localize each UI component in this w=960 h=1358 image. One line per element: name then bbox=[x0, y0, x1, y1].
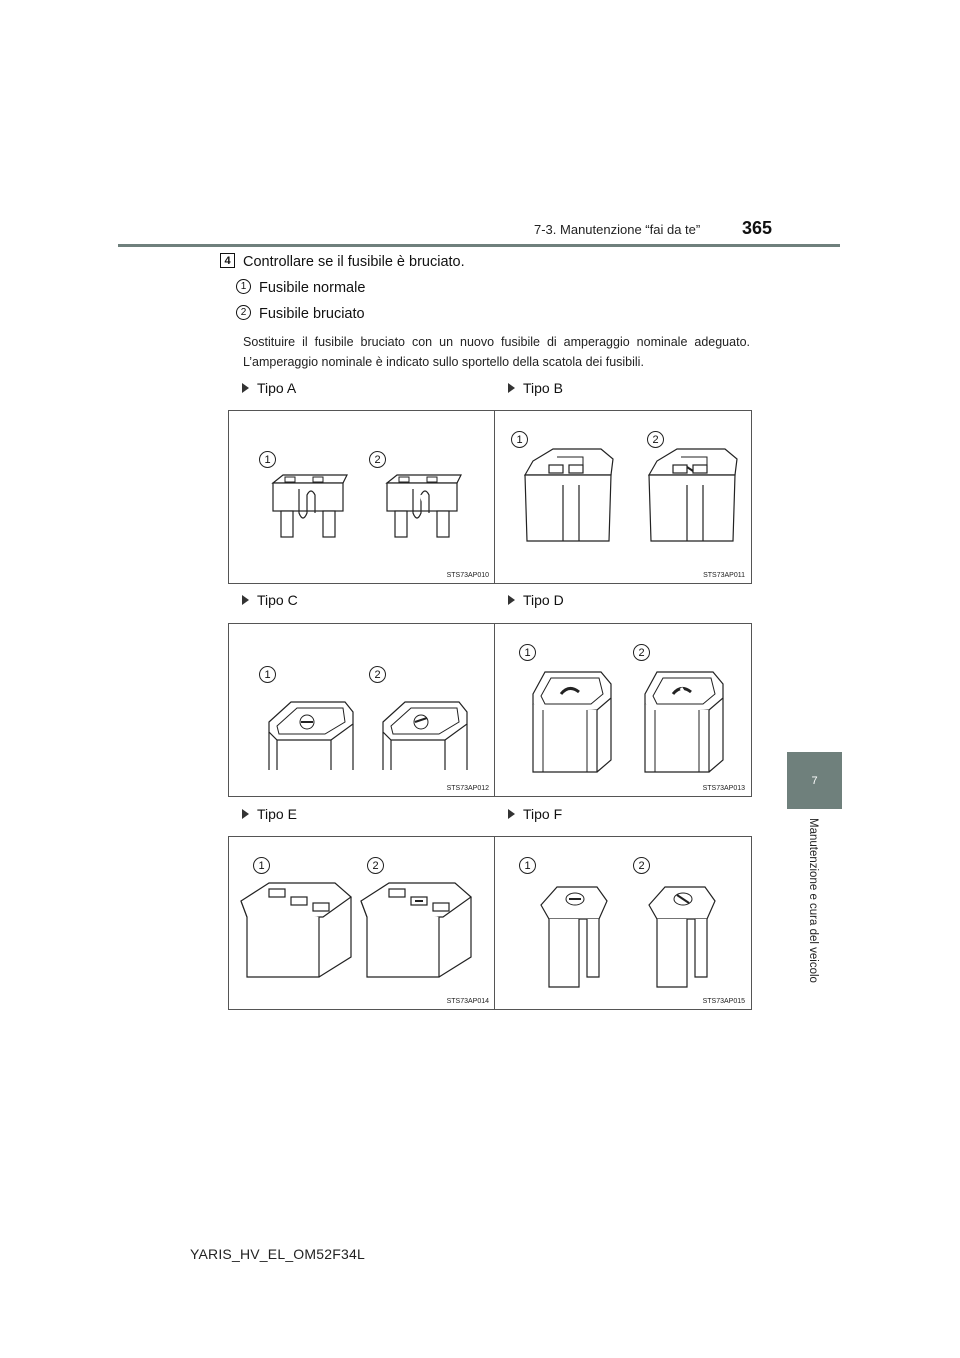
panel-marker-1: 1 bbox=[519, 857, 536, 874]
fuse-illustration-panel bbox=[494, 623, 752, 797]
fuse-illustration-panel bbox=[228, 623, 496, 797]
panel-marker-2: 2 bbox=[369, 666, 386, 683]
panel-title-1 bbox=[242, 380, 296, 396]
header-rule bbox=[118, 244, 840, 247]
fuse-illustration-panel bbox=[228, 836, 496, 1010]
fuse-normal-illustration bbox=[241, 883, 351, 977]
page-number: 365 bbox=[742, 218, 773, 238]
figure-code: STS73AP011 bbox=[703, 572, 745, 579]
arrow-right-icon bbox=[242, 595, 249, 605]
section-title: 7-3. Manutenzione “fai da te” bbox=[534, 222, 701, 237]
panel-marker-2: 2 bbox=[369, 451, 386, 468]
panel-title-4 bbox=[508, 592, 564, 608]
panel-marker-2: 2 bbox=[633, 644, 650, 661]
panel-marker-2: 2 bbox=[647, 431, 664, 448]
panel-title-text: Tipo E bbox=[257, 806, 297, 822]
fuse-illustration bbox=[229, 411, 496, 584]
arrow-right-icon bbox=[508, 383, 515, 393]
panel-marker-1: 1 bbox=[253, 857, 270, 874]
fuse-illustration-panel bbox=[494, 410, 752, 584]
panel-marker-2: 2 bbox=[633, 857, 650, 874]
panel-title-text: Tipo B bbox=[523, 380, 563, 396]
chapter-tab bbox=[787, 752, 842, 809]
fuse-blown-illustration bbox=[361, 883, 471, 977]
step-text: Controllare se il fusibile è bruciato. bbox=[243, 254, 465, 270]
panel-title-3 bbox=[242, 592, 298, 608]
item-normal-fuse: Fusibile normale bbox=[259, 280, 366, 296]
panel-title-5 bbox=[242, 806, 297, 822]
fuse-illustration-panel bbox=[494, 836, 752, 1010]
chapter-number: 7 bbox=[811, 774, 818, 787]
figure-code: STS73AP013 bbox=[702, 785, 745, 792]
fuse-blown-illustration bbox=[649, 449, 737, 541]
panel-title-text: Tipo A bbox=[257, 380, 297, 396]
panel-title-2 bbox=[508, 380, 563, 396]
fuse-normal-illustration bbox=[273, 475, 347, 537]
fuse-normal-illustration bbox=[525, 449, 613, 541]
figure-code: STS73AP010 bbox=[446, 572, 489, 579]
panel-marker-1: 1 bbox=[511, 431, 528, 448]
step-number: 4 bbox=[220, 253, 235, 268]
panel-marker-1: 1 bbox=[259, 451, 276, 468]
fuse-normal-illustration bbox=[533, 672, 611, 772]
figure-code: STS73AP015 bbox=[702, 998, 745, 1005]
marker-2: 2 bbox=[236, 305, 251, 320]
fuse-blown-illustration bbox=[383, 702, 467, 770]
arrow-right-icon bbox=[508, 595, 515, 605]
item-blown-fuse: Fusibile bruciato bbox=[259, 306, 365, 322]
fuse-blown-illustration bbox=[387, 475, 461, 537]
figure-code: STS73AP014 bbox=[446, 998, 489, 1005]
arrow-right-icon bbox=[242, 383, 249, 393]
panel-title-text: Tipo C bbox=[257, 592, 298, 608]
fuse-blown-illustration bbox=[645, 672, 723, 772]
panel-title-text: Tipo F bbox=[523, 806, 563, 822]
panel-marker-2: 2 bbox=[367, 857, 384, 874]
fuse-blown-illustration bbox=[649, 887, 715, 987]
fuse-normal-illustration bbox=[541, 887, 607, 987]
fuse-illustration bbox=[495, 411, 752, 584]
panel-marker-1: 1 bbox=[519, 644, 536, 661]
chapter-title: Manutenzione e cura del veicolo bbox=[807, 818, 819, 983]
panel-title-6 bbox=[508, 806, 562, 822]
document-code: YARIS_HV_EL_OM52F34L bbox=[190, 1246, 365, 1262]
fuse-normal-illustration bbox=[269, 702, 353, 770]
arrow-right-icon bbox=[508, 809, 515, 819]
panel-marker-1: 1 bbox=[259, 666, 276, 683]
step-note: Sostituire il fusibile bruciato con un nuovo fusibile di amperaggio nominale adeguato. L’amperaggio nominale è indicato sullo sportello della scatola dei fusibili. bbox=[243, 335, 750, 369]
fuse-illustration-panel bbox=[228, 410, 496, 584]
arrow-right-icon bbox=[242, 809, 249, 819]
fuse-illustration bbox=[229, 624, 496, 797]
marker-1: 1 bbox=[236, 279, 251, 294]
panel-title-text: Tipo D bbox=[523, 592, 564, 608]
figure-code: STS73AP012 bbox=[446, 785, 489, 792]
